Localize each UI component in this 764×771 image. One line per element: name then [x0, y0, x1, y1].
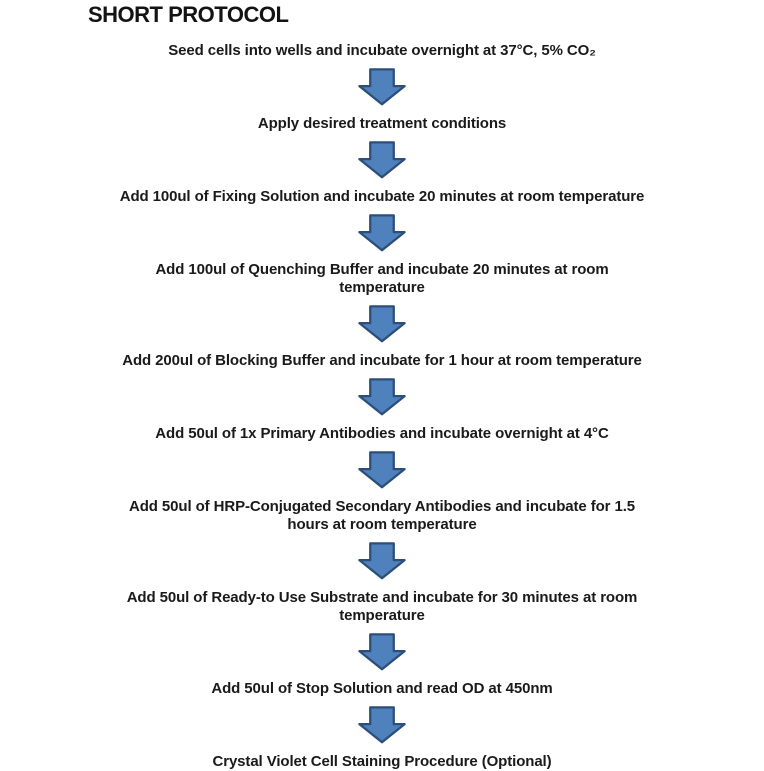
step-9-text	[211, 680, 552, 698]
step-line: temperature	[339, 279, 425, 296]
step-4-text	[155, 261, 608, 297]
down-arrow-icon	[356, 68, 408, 106]
step-line: Add 100ul of Quenching Buffer and incubate 20 minutes at room	[155, 261, 609, 278]
protocol-flowchart	[0, 42, 764, 771]
step-line: Add 50ul of Stop Solution and read OD at 450nm	[211, 680, 553, 697]
step-line: Add 50ul of 1x Primary Antibodies and incubate overnight at 4°C	[155, 425, 609, 442]
step-line: Add 50ul of HRP-Conjugated Secondary Antibodies and incubate for 1.5	[128, 498, 636, 515]
down-arrow-icon	[356, 542, 408, 580]
down-arrow-icon	[356, 214, 408, 252]
down-arrow-icon	[356, 633, 408, 671]
step-5-text	[122, 352, 642, 370]
step-line: Add 50ul of Ready-to Use Substrate and incubate for 30 minutes at room	[126, 589, 638, 606]
step-line: temperature	[339, 607, 425, 624]
step-line: Seed cells into wells and incubate overnight at 37°C, 5% CO₂	[168, 42, 596, 59]
step-3-text	[120, 188, 645, 206]
step-10-text	[212, 753, 551, 771]
step-line: Apply desired treatment conditions	[257, 115, 507, 132]
down-arrow-icon	[356, 706, 408, 744]
step-line: Crystal Violet Cell Staining Procedure (Optional)	[212, 753, 552, 770]
step-2-text	[258, 115, 506, 133]
step-line: Add 200ul of Blocking Buffer and incubate for 1 hour at room temperature	[122, 352, 642, 369]
step-6-text	[155, 425, 608, 443]
step-1-text	[168, 42, 596, 60]
page-title: SHORT PROTOCOL	[88, 2, 289, 27]
down-arrow-icon	[356, 451, 408, 489]
down-arrow-icon	[356, 141, 408, 179]
step-7-text	[129, 498, 635, 534]
step-8-text	[127, 589, 638, 625]
down-arrow-icon	[356, 378, 408, 416]
step-line: Add 100ul of Fixing Solution and incubate 20 minutes at room temperature	[119, 188, 645, 205]
down-arrow-icon	[356, 305, 408, 343]
step-line: hours at room temperature	[287, 516, 477, 533]
